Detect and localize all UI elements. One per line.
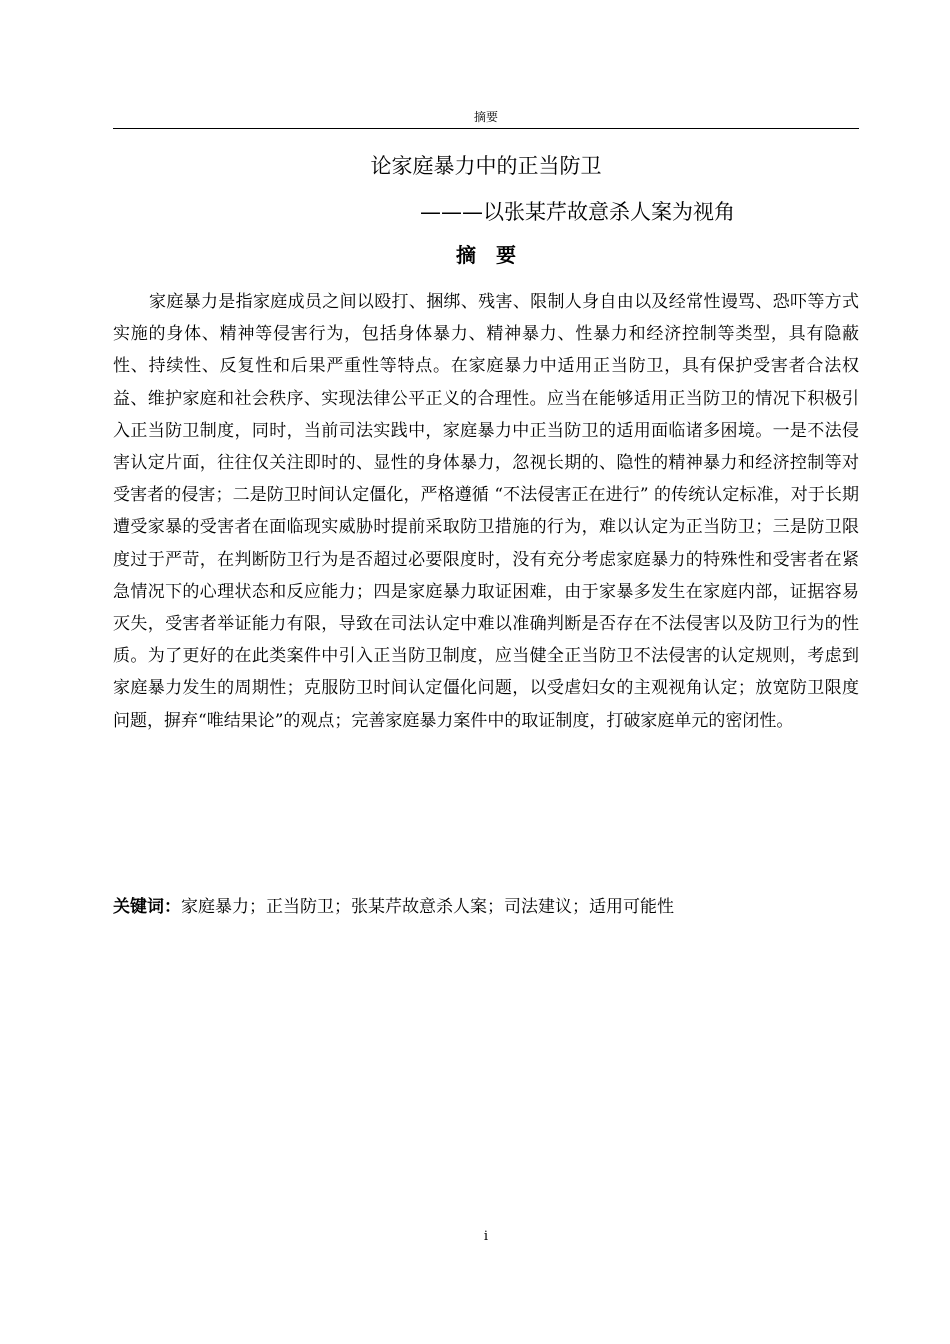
keywords-line [113,894,859,920]
keywords-text: 家庭暴力；正当防卫；张某芹故意杀人案；司法建议；适用可能性 [181,897,674,917]
running-header-title: 摘要 [473,110,498,124]
keywords-label: 关键词： [113,897,181,917]
abstract-body: 家庭暴力是指家庭成员之间以殴打、捆绑、残害、限制人身自由以及经常性谩骂、恐吓等方式实施的身体、精神等侵害行为，包括身体暴力、精神暴力、性暴力和经济控制等类型，具有隐蔽性、持续性、反复性和后果严重性等特点。在家庭暴力中适用正当防卫，具有保护受害者合法权益、维护家庭和社会秩序、实现法律公平正义的合理性。应当在能够适用正当防卫的情况下积极引入正当防卫制度，同时，当前司法实践中，家庭暴力中正当防卫的适用面临诸多困境。一是不法侵害认定片面，往往仅关注即时的、显性的身体暴力，忽视长期的、隐性的精神暴力和经济控制等对受害者的侵害；二是防卫时间认定僵化，严格遵循 “不法侵害正在进行” 的传统认定标准，对于长期遭受家暴的受害者在面临现实威胁时提前采取防卫措施的行为，难以认定为正当防卫；三是防卫限度过于严苛，在判断防卫行为是否超过必要限度时，没有充分考虑家庭暴力的特殊性和受害者在紧急情况下的心理状态和反应能力；四是家庭暴力取证困难，由于家暴多发生在家庭内部，证据容易灭失，受害者举证能力有限，导致在司法认定中难以准确判断是否存在不法侵害以及防卫行为的性质。为了更好的在此类案件中引入正当防卫制度，应当健全正当防卫不法侵害的认定规则，考虑到家庭暴力发生的周期性；克服防卫时间认定僵化问题，以受虐妇女的主观视角认定；放宽防卫限度问题，摒弃“唯结果论”的观点；完善家庭暴力案件中的取证制度，打破家庭单元的密闭性。 [113,292,859,731]
header-divider [113,128,859,129]
page-number: i [483,1229,489,1244]
thesis-subtitle: ———以张某芹故意杀人案为视角 [420,200,735,224]
abstract-heading: 摘要 [456,243,536,267]
thesis-title: 论家庭暴力中的正当防卫 [370,154,602,178]
